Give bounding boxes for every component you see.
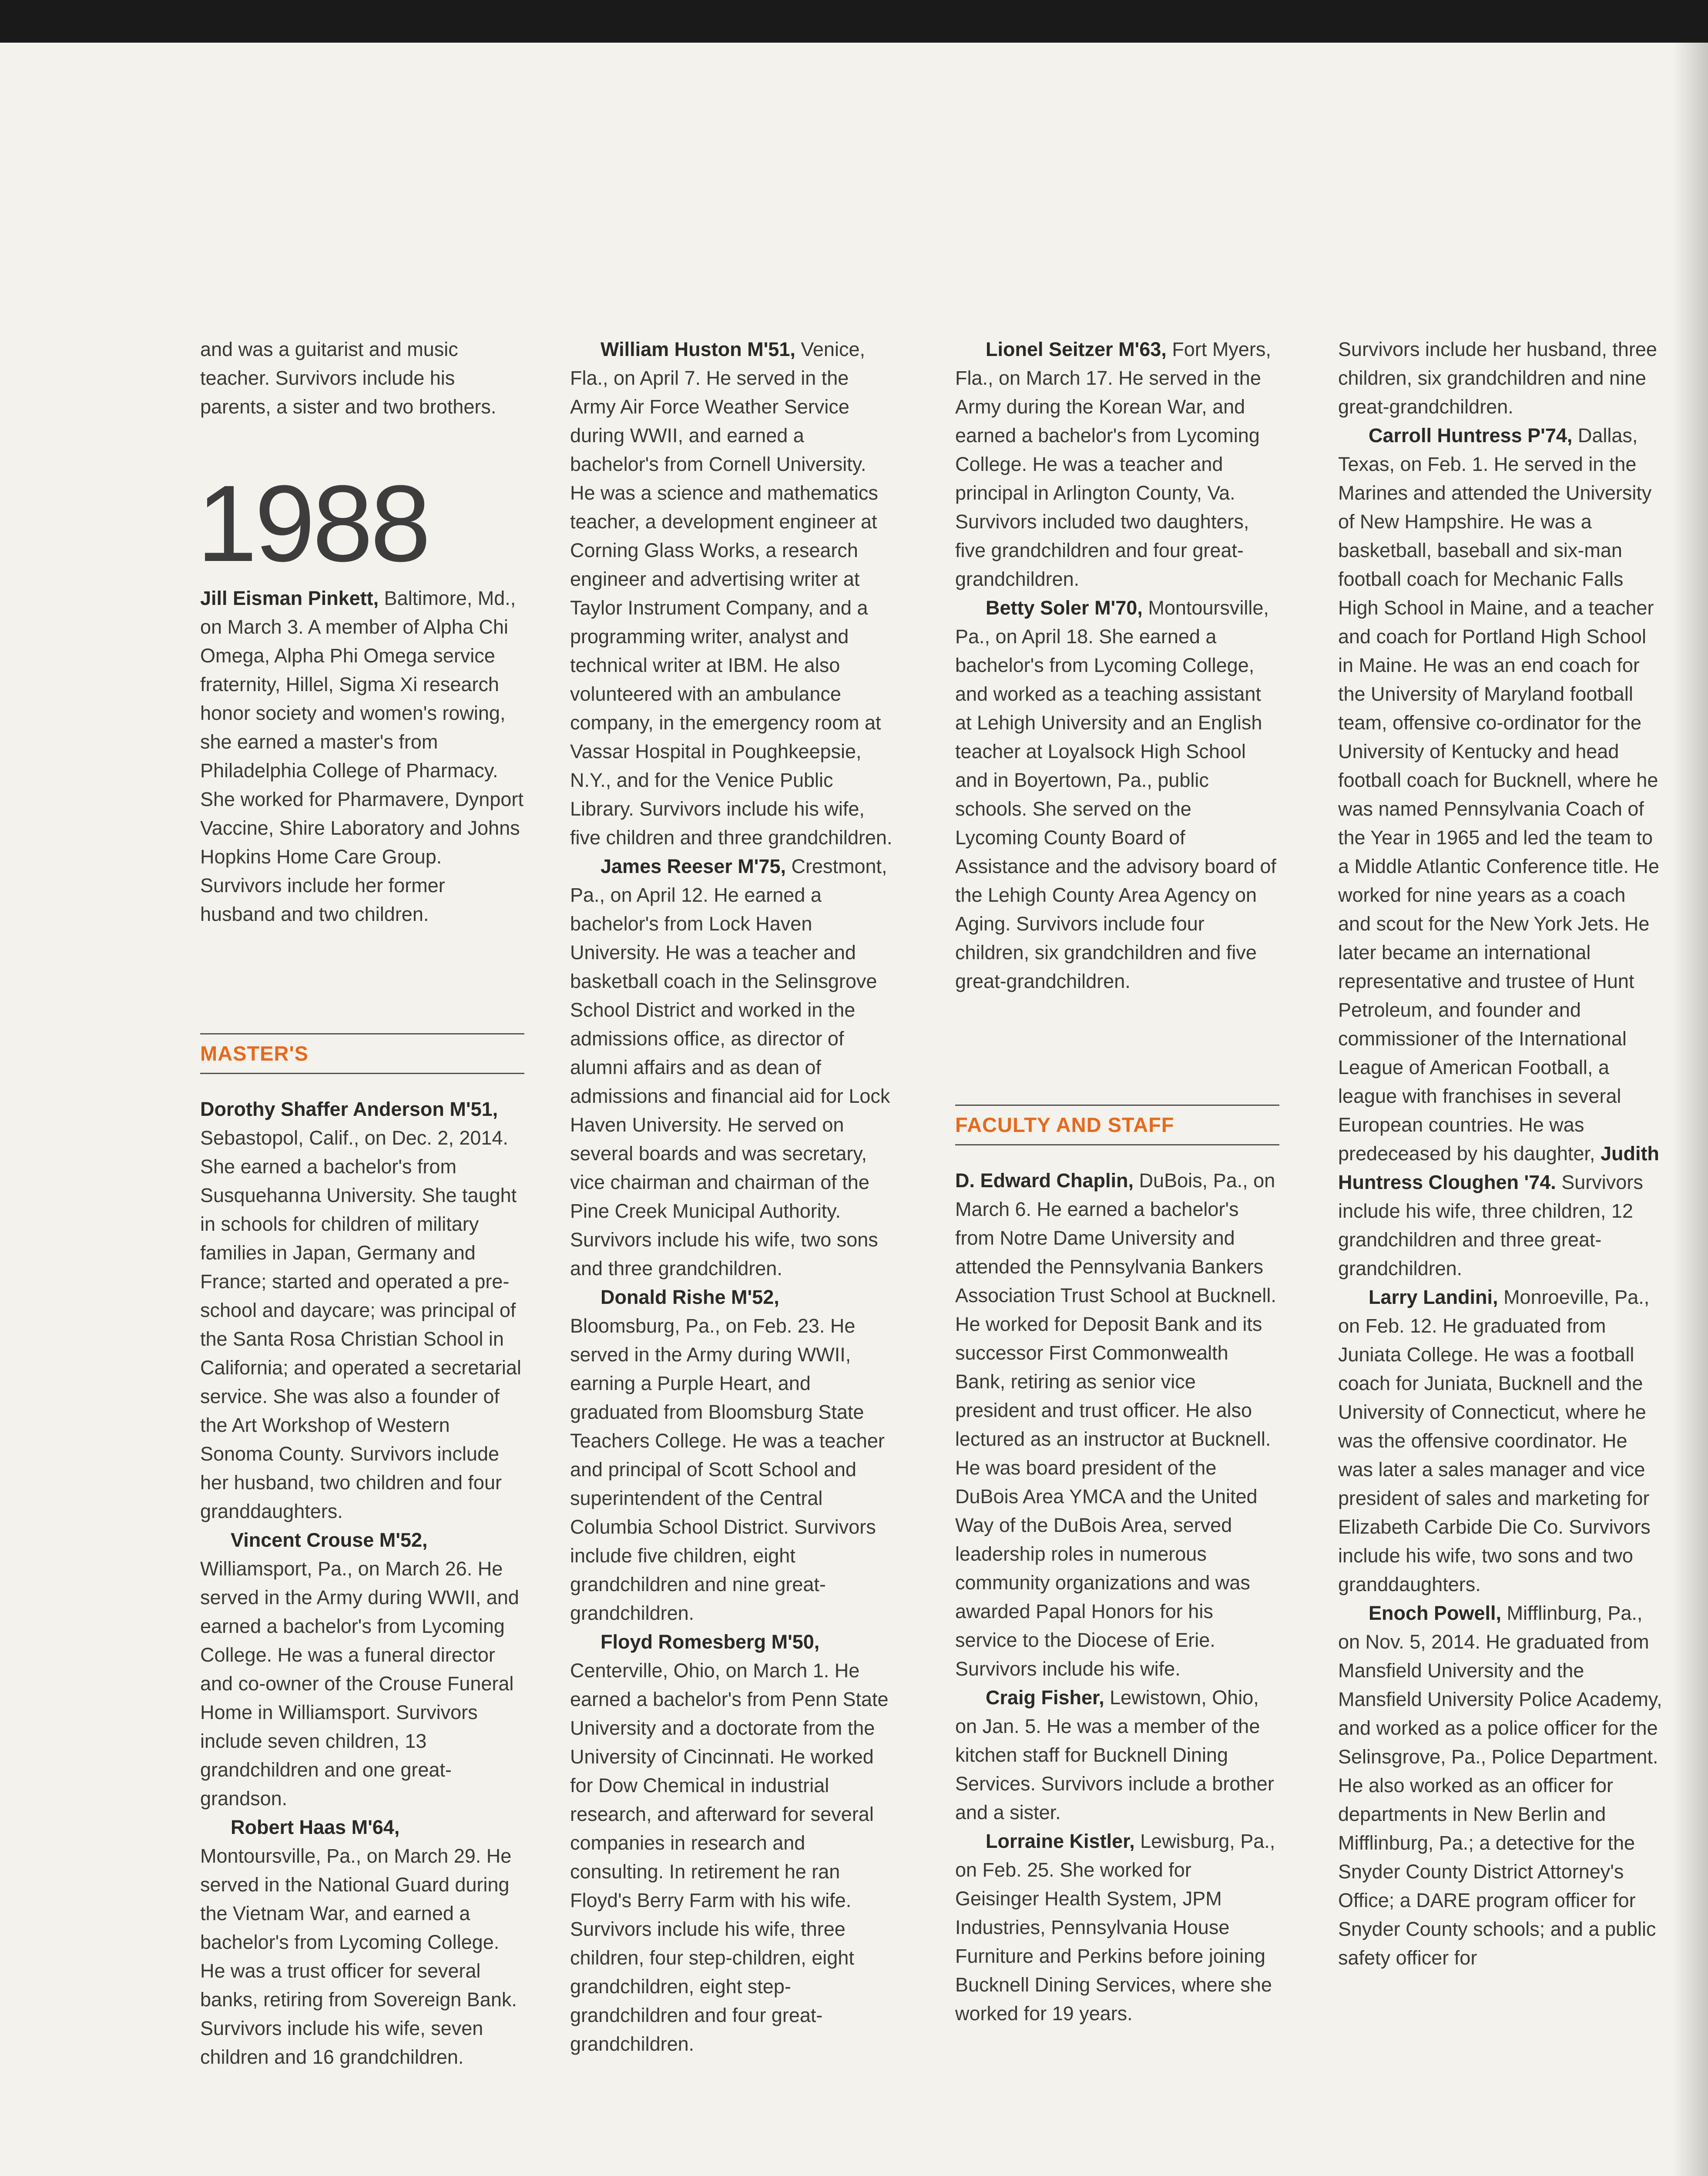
obituary-name: Vincent Crouse M'52, [231,1529,428,1551]
obituary-name: Craig Fisher, [986,1686,1104,1709]
obituary-name: Jill Eisman Pinkett, [200,587,379,609]
obituary-name: Enoch Powell, [1369,1602,1502,1624]
page-edge-shadow [1673,43,1708,2176]
obituary-reeser: James Reeser M'75, Crestmont, Pa., on April 12. He earned a bachelor's from Lock Haven University. He was a teacher and basketball coach in the Selinsgrove School District and worked in the admissions office, as director of alumni affairs and as dean of admissions and financial aid for Lock Haven University. He served on several boards and was secretary, vice chairman and chairman of the Pine Creek Municipal Authority. Survivors include his wife, two sons and three grandchildren. [570,855,890,1279]
obituary-huntress: Carroll Huntress P'74, Dallas, Texas, on Feb. 1. He served in the Marines and attended the University of New Hampshire. He was a basketball, baseball and six-man football coach for Mechanic Falls High School in Maine, and a teacher and coach for Portland High School in Maine. He was an end coach for the University of Maryland football team, offensive co-ordinator for the University of Kentucky and head football coach for Bucknell, where he was named Pennsylvania Coach of the Year in 1965 and led the team to a Middle Atlantic Conference title. He worked for nine years as a coach and scout for the New York Jets. He later became an international representative and trustee of Hunt Petroleum, and founder and commissioner of the International League of American Football, a league with franchises in several European countries. He was predeceased by his daughter, Judith Huntress Cloughen '74. Survivors include his wife, three children, 12 grandchildren and three great-grandchildren. [1338,424,1659,1279]
obituary-name: Dorothy Shaffer Anderson M'51, [200,1098,498,1120]
obituary-landini: Larry Landini, Monroeville, Pa., on Feb. 12. He graduated from Juniata College. He was a football coach for Juniata, Bucknell and the University of Connecticut, where he was the offensive coordinator. He was later a sales manager and vice president of sales and marketing for Elizabeth Carbide Die Co. Survivors include his wife, two sons and two granddaughters. [1338,1286,1651,1595]
related-name: Judith Huntress Cloughen '74. [1338,1142,1659,1193]
column-4 [1338,335,1662,1972]
obituary-anderson: Dorothy Shaffer Anderson M'51, Sebastopol, Calif., on Dec. 2, 2014. She earned a bachelor's from Susquehanna University. She taught in schools for children of military families in Japan, Germany and France; started and operated a pre-school and daycare; was principal of the Santa Rosa Christian School in California; and operated a secretarial service. She was also a founder of the Art Workshop of Western Sonoma County. Survivors include her husband, two children and four granddaughters. [200,1098,521,1522]
section-heading-faculty-staff: FACULTY AND STAFF [955,1105,1279,1145]
obituary-rishe: Donald Rishe M'52, Bloomsburg, Pa., on Feb. 23. He served in the Army during WWII, earning a Purple Heart, and graduated from Bloomsburg State Teachers College. He was a teacher and principal of Scott School and superintendent of the Central Columbia School District. Survivors include five children, eight grandchildren and nine great-grandchildren. [570,1286,885,1624]
obituary-name: Betty Soler M'70, [986,597,1143,619]
obituary-seitzer: Lionel Seitzer M'63, Fort Myers, Fla., on March 17. He served in the Army during the Korean War, and earned a bachelor's from Lycoming College. He was a teacher and principal in Arlington County, Va. Survivors included two daughters, five grandchildren and four great-grandchildren. [955,338,1271,590]
obituary-name: Donald Rishe M'52, [601,1286,779,1308]
obituary-kistler: Lorraine Kistler, Lewisburg, Pa., on Feb. 25. She worked for Geisinger Health System, JPM Industries, Pennsylvania House Furniture and Perkins before joining Bucknell Dining Services, where she worked for 19 years. [955,1830,1275,2025]
column-2 [570,335,894,2058]
magazine-page [0,43,1708,2176]
obituary-continuation: and was a guitarist and music teacher. Survivors include his parents, a sister and two brothers. [200,338,497,418]
obituary-name: D. Edward Chaplin, [955,1169,1134,1192]
obituary-name: Larry Landini, [1369,1286,1498,1308]
obituary-name: Floyd Romesberg M'50, [601,1631,820,1653]
column-3 [955,335,1279,2028]
obituary-name: Lionel Seitzer M'63, [986,338,1167,360]
class-year-heading: 1988 [197,463,429,584]
obituary-name: Carroll Huntress P'74, [1369,424,1573,447]
obituary-name: William Huston M'51, [601,338,795,360]
obituary-fisher: Craig Fisher, Lewistown, Ohio, on Jan. 5. He was a member of the kitchen staff for Bucknell Dining Services. Survivors include a brother and a sister. [955,1686,1274,1823]
section-heading-masters: MASTER'S [200,1033,524,1074]
obituary-pinkett: Jill Eisman Pinkett, Baltimore, Md., on March 3. A member of Alpha Chi Omega, Alpha Phi Omega service fraternity, Hillel, Sigma Xi research honor society and women's rowing, she earned a master's from Philadelphia College of Pharmacy. She worked for Pharmavere, Dynport Vaccine, Shire Laboratory and Johns Hopkins Home Care Group. Survivors include her former husband and two children. [200,587,523,925]
column-1 [197,335,524,2072]
obituary-huston: William Huston M'51, Venice, Fla., on April 7. He served in the Army Air Force Weather Service during WWII, and earned a bachelor's from Cornell University. He was a science and mathematics teacher, a development engineer at Corning Glass Works, a research engineer and advertising writer at Taylor Instrument Company, and a programming writer, analyst and technical writer at IBM. He also volunteered with an ambulance company, in the emergency room at Vassar Hospital in Poughkeepsie, N.Y., and for the Venice Public Library. Survivors include his wife, five children and three grandchildren. [570,338,893,849]
obituary-soler: Betty Soler M'70, Montoursville, Pa., on April 18. She earned a bachelor's from Lycoming College, and worked as a teaching assistant at Lehigh University and an English teacher at Loyalsock High School and in Boyertown, Pa., public schools. She served on the Lycoming County Board of Assistance and the advisory board of the Lehigh County Area Agency on Aging. Survivors include four children, six grandchildren and five great-grandchildren. [955,597,1276,992]
obituary-romesberg: Floyd Romesberg M'50, Centerville, Ohio, on March 1. He earned a bachelor's from Penn State University and a doctorate from the University of Cincinnati. He worked for Dow Chemical in industrial research, and afterward for several companies in research and consulting. In retirement he ran Floyd's Berry Farm with his wife. Survivors include his wife, three children, four step-children, eight grandchildren, eight step-grandchildren and four great-grandchildren. [570,1631,889,2055]
obituary-crouse: Vincent Crouse M'52, Williamsport, Pa., on March 26. He served in the Army during WWII, and earned a bachelor's from Lycoming College. He was a funeral director and co-owner of the Crouse Funeral Home in Williamsport. Survivors include seven children, 13 grandchildren and one great-grandson. [200,1529,519,1810]
obituary-powell: Enoch Powell, Mifflinburg, Pa., on Nov. 5, 2014. He graduated from Mansfield University and the Mansfield University Police Academy, and worked as a police officer for the Selinsgrove, Pa., Police Department. He also worked as an officer for departments in New Berlin and Mifflinburg, Pa.; a detective for the Snyder County District Attorney's Office; a DARE program officer for Snyder County schools; and a public safety officer for [1338,1602,1662,1969]
obituary-continuation: Survivors include her husband, three children, six grandchildren and nine great-grandchildren. [1338,338,1657,418]
obituary-chaplin: D. Edward Chaplin, DuBois, Pa., on March 6. He earned a bachelor's from Notre Dame University and attended the Pennsylvania Bankers Association Trust School at Bucknell. He worked for Deposit Bank and its successor First Commonwealth Bank, retiring as senior vice president and trust officer. He also lectured as an instructor at Bucknell. He was board president of the DuBois Area YMCA and the United Way of the DuBois Area, served leadership roles in numerous community organizations and was awarded Papal Honors for his service to the Diocese of Erie. Survivors include his wife. [955,1169,1276,1680]
obituary-name: James Reeser M'75, [601,855,786,877]
obituary-haas: Robert Haas M'64, Montoursville, Pa., on March 29. He served in the National Guard during the Vietnam War, and earned a bachelor's from Lycoming College. He was a trust officer for several banks, retiring from Sovereign Bank. Survivors include his wife, seven children and 16 grandchildren. [200,1816,517,2068]
obituary-name: Robert Haas M'64, [231,1816,400,1838]
obituary-name: Lorraine Kistler, [986,1830,1135,1852]
